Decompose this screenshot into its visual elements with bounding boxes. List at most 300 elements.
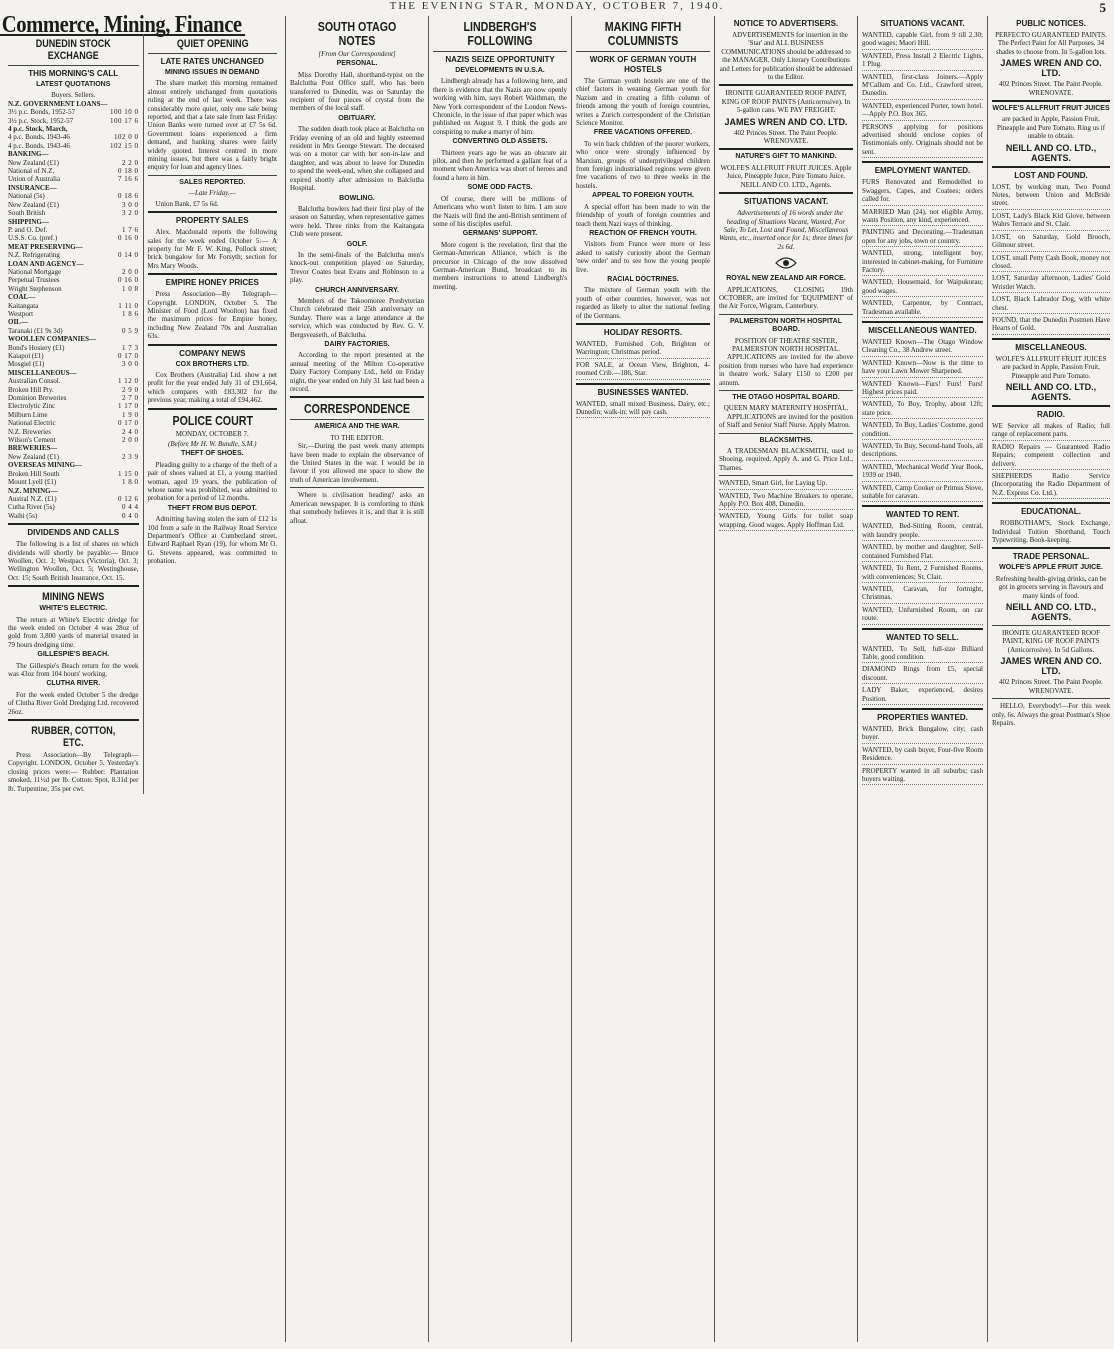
quotation-price: 1 8 6 bbox=[122, 309, 139, 318]
quotation-price: 0 16 0 bbox=[118, 276, 139, 285]
quotation-row bbox=[8, 209, 139, 217]
personal-text: Miss Dorothy Hall, shorthand-typist on the Balclutha Post Office staff, who has been transferred to Dunedin, was on Saturday the recipient of four pieces of crystal from the members of the local staff. bbox=[290, 70, 424, 113]
quotation-name: BANKING— bbox=[8, 150, 49, 159]
company-text: Cox Brothers (Australia) Ltd. show a net profit for the year ended July 31 of £91,664, which compares with £83,302 for the previous year, making a total of £94,462. bbox=[147, 370, 277, 405]
dividends-text: The following is a list of shares on which dividends will shortly be payable:— Bruce Woollen, Oct. 1; Westpacs (Victoria), Oct. 3; Wellington Woollen, Oct. 5; Westinghouse, Oct. 15; South British Insurance, Oct. 15. bbox=[8, 540, 139, 582]
palmerston-subheading: POSITION OF THEATRE SISTER, PALMERSTON NORTH HOSPITAL. bbox=[731, 336, 841, 353]
quotation-row bbox=[8, 487, 139, 495]
quotation-row bbox=[8, 402, 139, 410]
quotation-price: 1 11 0 bbox=[118, 301, 139, 310]
quotation-price: 2 4 0 bbox=[122, 427, 139, 436]
misc-wanted-ad: WANTED Known—Now is the time to have your Lawn Mower Sharpened. bbox=[862, 359, 983, 378]
quotation-row bbox=[8, 461, 139, 469]
quotation-price: 2 9 0 bbox=[122, 385, 139, 394]
quotation-name: Milburn Lime bbox=[8, 410, 48, 419]
situations-vacant-list bbox=[862, 31, 983, 158]
civilisation-text: Where is civilisation heading? asks an American newspaper. It is comforting to think that somebody believes it is, and that it is still afloat. bbox=[290, 491, 424, 525]
lost-found-ad: LOST, Black Labrador Dog, with white chest. bbox=[992, 295, 1110, 314]
quotation-price: 0 17 0 bbox=[118, 419, 139, 428]
misc-wanted-ad: WANTED, To Buy, Ladies' Costume, good condition. bbox=[862, 421, 983, 440]
quotation-price: 3 0 0 bbox=[122, 200, 139, 209]
sales-heading: SALES REPORTED. bbox=[179, 178, 246, 186]
wanted-ad: WANTED, Two Machine Breakers to operate, Apply P.O. Box 408, Dunedin. bbox=[719, 492, 853, 511]
golf-text: In the semi-finals of the Balclutha men's knock-out competition played on Saturday, Trevor Coates beat Evans and Robinson to a play. bbox=[290, 250, 424, 285]
company-news-heading: COMPANY NEWS bbox=[179, 348, 246, 358]
theft-heading: THEFT OF SHOES. bbox=[180, 450, 244, 458]
free-vacations-text: To win back children of the poorer workers, who once were strongly influenced by Marxism, groups of underprivileged children from foreign industrialised regions were given free vacations of two to three weeks in the hostels. bbox=[576, 139, 710, 190]
quotation-name: BREWERIES— bbox=[8, 444, 58, 453]
quotation-row bbox=[8, 268, 139, 276]
correspondence-text: Sir,—During the past week many attempts have been made to explain the observance of the United States in the war. I would be in favour if you allowed me space to show the truth of American involvement. bbox=[290, 442, 424, 484]
quotation-row bbox=[8, 133, 139, 141]
stock-exchange-column bbox=[4, 34, 143, 794]
quotation-name: National Electric bbox=[8, 419, 56, 428]
quotation-name: SHIPPING— bbox=[8, 217, 49, 226]
situation-ad: WANTED, Press Install 2 Electric Lights, 1 Plug. bbox=[862, 52, 983, 71]
quotation-price: 3 0 0 bbox=[122, 360, 139, 369]
quotation-name: New Zealand (£1) bbox=[8, 452, 59, 461]
quotation-row bbox=[8, 293, 139, 301]
rubber-text: Press Association—By Telegraph—Copyright. LONDON, October 5. Yesterday's closing prices were:— Rubber: Plantation smoked, 11½d per lb. Cotton: Spot, 8.31d per lb. Turpentine, 35s per cwt. bbox=[8, 751, 139, 793]
quotation-name: National of N.Z. bbox=[8, 167, 55, 176]
paint-ad-address: 402 Princes Street. The Paint People. WRENOVATE. bbox=[999, 80, 1103, 97]
miscellaneous-wanted-heading: MISCELLANEOUS WANTED. bbox=[868, 325, 977, 335]
quotation-name: Electrolytic Zinc bbox=[8, 402, 56, 411]
depot-heading: THEFT FROM BUS DEPOT. bbox=[167, 504, 257, 512]
trade-personal-subheading: WOLFE'S APPLE FRUIT JUICE. bbox=[999, 564, 1103, 572]
misc-wanted-ad: WANTED Known—The Otago Window Cleaning Co., 38 Andrew street. bbox=[862, 338, 983, 357]
quotation-price: 1 0 8 bbox=[122, 284, 139, 293]
fifth-columnists-subheading: WORK OF GERMAN YOUTH HOSTELS bbox=[589, 55, 697, 74]
quotation-name: Broken Hill South bbox=[8, 469, 60, 478]
wanted-ad: WANTED, Young Girls for toilet soap wrapping. Good wages. Apply Hoffman Ltd. bbox=[719, 512, 853, 531]
quotation-name: N.Z. Refrigerating bbox=[8, 251, 60, 260]
rent-ad: WANTED, Bed-Sitting Room, central, with laundry people. bbox=[862, 522, 983, 541]
notice-text: ADVERTISEMENTS for insertion in the 'Star' and ALL BUSINESS COMMUNICATIONS should be addressed to the MANAGER. Only Literary Contributions and Letters for publication should be addressed to the Editor. bbox=[719, 31, 853, 82]
quotation-name: Union of Australia bbox=[8, 175, 61, 184]
french-youth-text: Visitors from France were more or less asked to satisfy curiosity about the German 'new order' and to see how the young people live. bbox=[576, 240, 710, 274]
quotation-row bbox=[8, 142, 139, 150]
quotation-name: Westport bbox=[8, 309, 34, 318]
lost-found-ad: LOST, Saturday afternoon, Ladies' Gold Wristlet Watch. bbox=[992, 274, 1110, 293]
hello-ad: HELLO, Everybody!—For this week only, 6s. Always the great Postman's Shoe Repairs. bbox=[992, 702, 1110, 727]
classifieds-column bbox=[857, 16, 987, 1342]
quotation-price: 1 7 3 bbox=[122, 343, 139, 352]
juice-agent: NEILL AND CO. LTD., AGENTS. bbox=[1005, 142, 1097, 163]
quotation-price: 2 7 0 bbox=[122, 394, 139, 403]
employment-ad: FURS Renovated and Remodelled to Swaggers, Capes, and Coatees; orders called for. bbox=[862, 178, 983, 205]
quotation-name: 4 p.c. Bonds, 1943-46 bbox=[8, 133, 70, 142]
quotation-row bbox=[8, 310, 139, 318]
latest-quotations-kicker: LATEST QUOTATIONS bbox=[36, 81, 111, 88]
finance-banner: Commerce, Mining, Finance bbox=[0, 14, 245, 36]
roof-paint-name: JAMES WREN AND CO. LTD. bbox=[1000, 656, 1102, 677]
situations-vacant-note: Advertisements of 16 words under the heading of Situations Vacant, Wanted, For Sale, To Let, Lost and Found, Miscellaneous Wants, etc., inserted once for 1s; three times for 2s 6d. bbox=[719, 209, 853, 251]
free-vacations-heading: FREE VACATIONS OFFERED. bbox=[593, 129, 693, 137]
quotation-row bbox=[8, 175, 139, 183]
dairy-text: According to the report presented at the annual meeting of the Milton Co-operative Dairy Factory Company Ltd., held on Friday night, the year ended on July 31 last had been a record. bbox=[290, 351, 424, 394]
quotation-row bbox=[8, 419, 139, 427]
quotation-name: WOOLLEN COMPANIES— bbox=[8, 335, 96, 344]
quotation-row bbox=[8, 394, 139, 402]
quotation-row bbox=[8, 276, 139, 284]
otago-hospital-subheading: QUEEN MARY MATERNITY HOSPITAL. bbox=[723, 404, 849, 413]
misc-wanted-ad: WANTED, 'Mechanical World' Year Book, 1939 or 1940. bbox=[862, 463, 983, 482]
correspondence-heading: CORRESPONDENCE bbox=[303, 401, 411, 417]
old-assets-text: Thirteen years ago he was an obscure air pilot, and then he performed a gallant feat of a moment when America was short of heroes and found a hero in him. bbox=[433, 148, 567, 182]
quotation-price: 1 12 0 bbox=[118, 377, 139, 386]
situations-vacant-heading: SITUATIONS VACANT. bbox=[880, 19, 965, 28]
quotation-row bbox=[8, 243, 139, 251]
south-otago-column bbox=[285, 16, 428, 1342]
quotation-name: Mount Lyell (£1) bbox=[8, 478, 57, 487]
trade-personal-text: Refreshing health-giving drinks, can be got in grocers serving in flavours and many kinds of food. bbox=[995, 574, 1107, 600]
employment-wanted-list bbox=[862, 178, 983, 318]
employment-ad: MARRIED Man (24), not eligible Army, wants Position, any kind, experienced. bbox=[862, 208, 983, 227]
lost-found-list bbox=[992, 183, 1110, 335]
paint-ad-name: JAMES WREN AND CO. LTD. bbox=[1000, 58, 1102, 79]
quotation-name: Broken Hill Pty. bbox=[8, 385, 54, 394]
dividends-heading: DIVIDENDS AND CALLS bbox=[27, 528, 120, 538]
company-subheading: COX BROTHERS LTD. bbox=[175, 360, 249, 368]
quotation-price: 0 18 0 bbox=[118, 167, 139, 176]
golf-heading: GOLF. bbox=[346, 240, 368, 248]
quotation-row bbox=[8, 192, 139, 200]
quotation-row bbox=[8, 470, 139, 478]
bowling-heading: BOWLING. bbox=[339, 194, 375, 202]
wanted-to-rent-heading: WANTED TO RENT. bbox=[885, 510, 960, 520]
situation-ad: WANTED, experienced Porter, town hotel.—Apply P.O. Box 365. bbox=[862, 102, 983, 121]
situation-ad: WANTED, first-class Joiners.—Apply M'Callum and Co. Ltd., Crawford street, Dunedin. bbox=[862, 73, 983, 100]
lost-found-ad: LOST, by working man, Two Pound Notes, between Union and McBride street. bbox=[992, 183, 1110, 210]
quotation-name: National Mortgage bbox=[8, 267, 62, 276]
honey-heading: EMPIRE HONEY PRICES bbox=[165, 278, 259, 288]
buyers-sellers-label: Buyers. Sellers. bbox=[51, 91, 96, 100]
quotation-row bbox=[8, 159, 139, 167]
rent-ad: WANTED, by mother and daughter, Self-contained Furnished Flat. bbox=[862, 543, 983, 562]
quotation-name: N.Z. Breweries bbox=[8, 427, 51, 436]
quotation-row bbox=[8, 335, 139, 343]
juice-text: are packed in Apple, Passion Fruit, Pineapple and Pure Tomato. Ring us if unable to obtain. bbox=[996, 115, 1106, 141]
depot-text: Admitting having stolen the sum of £12 1s 10d from a safe in the Railway Road Service Department's Office at Cumberland street, Edward Raphael Ryan (19), for whom Mr O. G. Stevens appeared, was committed to probation. bbox=[147, 515, 277, 566]
quotation-price: 2 0 0 bbox=[122, 436, 139, 445]
miscellaneous-text: WOLFE'S ALLFRUIT FRUIT JUICES are packed in Apple, Passion Fruit, Pineapple and Pure Tomato. bbox=[995, 354, 1107, 380]
germans-support-text: More cogent is the revelation, first that the German-American Alliance, which is the precursor in Chicago of the now dissolved German-American Bund, broadcast to its members instructions to attend Lindbergh's meeting. bbox=[433, 240, 567, 291]
quiet-opening-heading: QUIET OPENING bbox=[176, 38, 249, 50]
trade-personal-agent: NEILL AND CO. LTD., AGENTS. bbox=[1005, 602, 1097, 623]
quotation-row bbox=[8, 344, 139, 352]
church-text: Members of the Takoomoree Presbyterian Church celebrated their 25th anniversary on Sunday. There was a large attendance at the service, which was conducted by Rev. G. V. Bergsveaseth, of Balclutha. bbox=[290, 296, 424, 339]
notice-heading: NOTICE TO ADVERTISERS. bbox=[733, 19, 839, 28]
obituary-text: The sudden death took place at Balclutha on Friday evening of an old and highly esteemed resident in Mrs George Stewart. The deceased was on a motor car with her son-in-law and daughter, and was about to leave for Dunedin to spend the week-end, when she collapsed and expired shortly after admission to Balclutha Hospital. bbox=[290, 125, 424, 193]
mining-subheading: WHITE'S ELECTRIC. bbox=[39, 605, 108, 613]
quotation-price: 3 2 0 bbox=[122, 209, 139, 218]
employment-ad: PAINTING and Decorating.—Tradesman open for any jobs, town or country. bbox=[862, 228, 983, 247]
quotation-row bbox=[8, 100, 139, 108]
lost-found-ad: LOST, Lady's Black Kid Glove, between Wahrs Terrace and St. Clair. bbox=[992, 212, 1110, 231]
quotation-name: Kaiapoi (£1) bbox=[8, 352, 44, 360]
quotation-row bbox=[8, 512, 139, 520]
quotation-row bbox=[8, 150, 139, 158]
misc-wanted-ad: WANTED, Camp Cooker or Primus Stove, suitable for caravan. bbox=[862, 484, 983, 503]
south-otago-heading: SOUTH OTAGO NOTES bbox=[317, 19, 397, 48]
quotation-name: Perpetual Trustees bbox=[8, 276, 60, 285]
quotations-list bbox=[8, 100, 139, 520]
personal-heading: PERSONAL. bbox=[336, 60, 378, 68]
page-number: 5 bbox=[1099, 0, 1106, 15]
quotation-name: Mosgiel (£1) bbox=[8, 360, 45, 369]
quotation-row bbox=[8, 327, 139, 335]
lost-found-ad: LOST, on Saturday, Gold Brooch, Gilmour street. bbox=[992, 233, 1110, 252]
lindbergh-subheading: NAZIS SEIZE OPPORTUNITY bbox=[445, 55, 555, 64]
quotation-name: Wright Stephenson bbox=[8, 284, 62, 293]
business-ad: WANTED, small mixed Business, Dairy, etc.; Dunedin; walk-in; will pay cash. bbox=[576, 400, 710, 419]
quotation-row bbox=[8, 352, 139, 360]
quotation-name: MISCELLANEOUS— bbox=[8, 368, 77, 377]
roof-paint-name: JAMES WREN AND CO. LTD. bbox=[724, 116, 848, 127]
wanted-to-sell-list bbox=[862, 645, 983, 705]
quiet-text: The share market this morning remained almost entirely unchanged from quotations ruling at the end of last week. There was considerably more quiet, only one sale being reported, and that a late sale from last Friday. Union Banks were turned over at £7 5s 6d. Government loans experienced a firm demand, and banking shares were fairly widely quoted. Interest centred in more mining issues, but there was a fairly bright enquiry for loan and agency lines. bbox=[147, 79, 277, 172]
quotation-price: 102 15 0 bbox=[110, 141, 139, 150]
rubber-heading: RUBBER, COTTON, ETC. bbox=[31, 725, 116, 750]
lindbergh-kicker: DEVELOPMENTS IN U.S.A. bbox=[455, 67, 545, 74]
quotation-row bbox=[8, 453, 139, 461]
dairy-heading: DAIRY FACTORIES. bbox=[324, 341, 390, 348]
quotation-row bbox=[8, 377, 139, 385]
quotation-name: P. and O. Def. bbox=[8, 225, 48, 234]
quotation-name: INSURANCE— bbox=[8, 183, 57, 192]
lindbergh-column bbox=[428, 16, 571, 1342]
quotation-row bbox=[8, 428, 139, 436]
quotation-row bbox=[8, 386, 139, 394]
roof-paint-ad: IRONITE GUARANTEED ROOF PAINT, KING OF ROOF PAINTS (Anticorrosive). In 5-gallon cans. WE PAY FREIGHT. bbox=[721, 89, 851, 115]
quotation-name: New Zealand (£1) bbox=[8, 158, 59, 167]
quotation-name: Kaitangata bbox=[8, 301, 39, 310]
mining-news-heading: MINING NEWS bbox=[42, 591, 105, 604]
finance-section bbox=[0, 34, 285, 1342]
holiday-ad: WANTED, Furnished Cob, Brighton or Warrington; Christmas period. bbox=[576, 340, 710, 359]
juice-heading: WOLFE'S ALLFRUIT FRUIT JUICES bbox=[992, 105, 1110, 113]
situation-ad: PERSONS applying for positions advertised should enclose copies of Testimonials only. Originals should not be sent. bbox=[862, 123, 983, 159]
honey-text: Press Association—By Telegraph—Copyright. LONDON, October 5. The Minister of Food (Lord Woolton) has fixed the maximum prices for Empire honey, including New Zealand 70s and Australian 63s. bbox=[147, 290, 277, 341]
obituary-heading: OBITUARY. bbox=[338, 114, 376, 122]
wanted-to-rent-list bbox=[862, 522, 983, 624]
quotation-price: 0 17 0 bbox=[118, 352, 139, 360]
stock-call-subheading: THIS MORNING'S CALL bbox=[28, 69, 119, 78]
lindbergh-heading: LINDBERGH'S FOLLOWING bbox=[463, 19, 537, 48]
roof-paint-address: 402 Princes Street. The Paint People. WRENOVATE. bbox=[734, 128, 838, 146]
fifth-columnists-column bbox=[571, 16, 714, 1342]
quotation-row bbox=[8, 369, 139, 377]
holiday-resorts-heading: HOLIDAY RESORTS. bbox=[603, 327, 683, 337]
quotation-price: 0 12 6 bbox=[118, 494, 139, 503]
quotation-name: OIL— bbox=[8, 318, 28, 327]
racial-doctrines-text: The mixture of German youth with the youth of other countries, however, was not regarded as likely to alter the national feeling of the Germans. bbox=[576, 286, 710, 320]
properties-wanted-list bbox=[862, 725, 983, 785]
quotation-price: 2 2 0 bbox=[122, 158, 139, 167]
police-date: MONDAY, OCTOBER 7. bbox=[175, 429, 249, 438]
quotation-price: 7 16 6 bbox=[118, 175, 139, 184]
radio-ad: WE Service all makes of Radio; full range of replacement parts. bbox=[992, 422, 1110, 441]
quotation-row bbox=[8, 444, 139, 452]
quotation-name: N.Z. GOVERNMENT LOANS— bbox=[8, 99, 108, 108]
wanted-ad: WANTED, Smart Girl, for Laying Up. bbox=[719, 479, 853, 489]
stock-exchange-heading: DUNEDIN STOCK EXCHANGE bbox=[35, 38, 111, 62]
trade-personal-heading: TRADE PERSONAL. bbox=[1012, 552, 1090, 562]
radio-ad: SHEPHERDS Radio Service (Incorporating the Radio Department of N.Z. Express Co. Ltd.). bbox=[992, 472, 1110, 499]
quotation-name: 3½ p.c. Stock, 1952-57 bbox=[8, 116, 74, 125]
blacksmiths-text: A TRADESMAN BLACKSMITH, used to Shoeing, required. Apply A. and G. Price Ltd., Thames. bbox=[719, 447, 853, 472]
educational-heading: EDUCATIONAL. bbox=[1021, 507, 1081, 517]
quotation-name: 3½ p.c. Bonds, 1952-57 bbox=[8, 108, 76, 117]
rent-ad: WANTED, Unfurnished Room, on car route. bbox=[862, 606, 983, 625]
sell-ad: WANTED, To Sell, full-size Billiard Table, good condition. bbox=[862, 645, 983, 664]
quotation-price: 0 5 9 bbox=[122, 326, 139, 335]
south-otago-from: [From Our Correspondent] bbox=[318, 50, 396, 58]
otago-hospital-heading: THE OTAGO HOSPITAL BOARD. bbox=[732, 394, 840, 401]
lost-found-ad: FOUND, that the Dunedin Postmen Have Hearts of Gold. bbox=[992, 316, 1110, 335]
employment-ad: WANTED, strong, intelligent boy, interested in cabinet-making, for Furniture Factory. bbox=[862, 249, 983, 276]
foreign-youth-text: A special effort has been made to win the friendship of youth of foreign countries and teach them Nazi ways of thinking. bbox=[576, 202, 710, 228]
bowling-text: Balclutha bowlers had their first play of the season on Saturday, when representative games were held. Three rinks from the Kaitangata Club were present. bbox=[290, 204, 424, 239]
radio-ad: RADIO Repairs — Guaranteed Radio Repairs; competent collection and delivery. bbox=[992, 443, 1110, 470]
quotation-name: COAL— bbox=[8, 293, 36, 302]
air-force-crest-icon bbox=[774, 253, 798, 273]
quotation-price: 100 17 6 bbox=[110, 116, 139, 125]
quotation-price: 100 10 0 bbox=[110, 108, 139, 117]
paint-ad-text: PERFECTO GUARANTEED PAINTS. The Perfect Paint for All Purposes. 34 shades to choose from. In 5-gallon lots. bbox=[995, 31, 1107, 56]
fifth-columnists-heading: MAKING FIFTH COLUMNISTS bbox=[604, 19, 682, 48]
rent-ad: WANTED, To Rent, 2 Furnished Rooms, with conveniences; St. Clair. bbox=[862, 564, 983, 583]
quotation-name: Cutha River (5s) bbox=[8, 503, 55, 512]
quotation-name: MEAT PRESERVING— bbox=[8, 242, 83, 251]
radio-list bbox=[992, 422, 1110, 499]
quotation-price: 1 15 0 bbox=[118, 469, 139, 478]
quotation-name: South British bbox=[8, 209, 46, 218]
quiet-opening-column bbox=[143, 34, 282, 794]
quotation-name: Australian Consol. bbox=[8, 377, 61, 386]
quotation-row bbox=[8, 260, 139, 268]
quotation-row bbox=[8, 117, 139, 125]
holiday-ad: FOR SALE, at Ocean View, Brighton, 4-roomed Crib.—186, Star. bbox=[576, 361, 710, 380]
quotation-row bbox=[8, 184, 139, 192]
lost-found-heading: LOST AND FOUND. bbox=[1014, 170, 1088, 180]
miscellaneous-wanted-list bbox=[862, 338, 983, 503]
police-court-heading: POLICE COURT bbox=[171, 412, 253, 428]
property-ad: WANTED, by cash buyer, Four-five Room Residence. bbox=[862, 746, 983, 765]
quotation-name: OVERSEAS MINING— bbox=[8, 461, 83, 470]
quotation-row bbox=[8, 201, 139, 209]
roof-paint-address: 402 Princes Street. The Paint People. WRENOVATE. bbox=[999, 678, 1103, 695]
clutha-subheading: CLUTHA RIVER. bbox=[46, 680, 101, 688]
misc-wanted-ad: WANTED, To Buy, Second-hand Tools, all descriptions. bbox=[862, 442, 983, 461]
quotation-price: 0 4 0 bbox=[122, 511, 139, 520]
clutha-text: For the week ended October 5 the dredge of Clutha River Gold Dredging Ltd. recovered 26oz. bbox=[8, 690, 139, 716]
sell-ad: DIAMOND Rings from £5, special discount. bbox=[862, 665, 983, 684]
quotation-row bbox=[8, 302, 139, 310]
lost-found-ad: LOST, small Petty Cash Book, money not closed. bbox=[992, 254, 1110, 273]
employment-ad: WANTED, Carpenter, by Contract, Tradesman available. bbox=[862, 299, 983, 318]
police-before: (Before Mr H. W. Bundle, S.M.) bbox=[167, 440, 257, 448]
notices-column bbox=[714, 16, 857, 1342]
quotation-name: New Zealand (£1) bbox=[8, 200, 59, 209]
racial-doctrines-heading: RACIAL DOCTRINES. bbox=[607, 275, 679, 283]
quotation-row bbox=[8, 503, 139, 511]
miscellaneous-heading: MISCELLANEOUS. bbox=[1015, 342, 1087, 352]
palmerston-text: APPLICATIONS are invited for the above position from nurses who have had experience in theatre work. Salary £150 to £200 per annum. bbox=[719, 353, 853, 387]
quotation-name: National (5s) bbox=[8, 192, 45, 201]
rent-ad: WANTED, Caravan, for fortnight, Christmas. bbox=[862, 585, 983, 604]
wanted-to-sell-heading: WANTED TO SELL. bbox=[886, 632, 959, 642]
misc-wanted-ad: WANTED Known—Furs! Furs! Furs! Highest prices paid. bbox=[862, 380, 983, 399]
property-sales-heading: PROPERTY SALES bbox=[175, 216, 249, 226]
employment-ad: WANTED, Housemaid, for Waipukurau; good wages. bbox=[862, 278, 983, 297]
foreign-youth-heading: APPEAL TO FOREIGN YOUTH. bbox=[592, 192, 694, 200]
property-sales-text: Alex. Macdonald reports the following sales for the week ended October 5:— A property for Mr F. W. King, Pollock street; brick bungalow for Mr Forsyth; section for Mrs Mary Woods. bbox=[147, 228, 277, 270]
gillespie-subheading: GILLESPIE'S BEACH. bbox=[37, 651, 110, 659]
quiet-subheading: LATE RATES UNCHANGED bbox=[160, 57, 264, 66]
germans-support-heading: GERMANS' SUPPORT. bbox=[462, 230, 538, 238]
quotation-row bbox=[8, 251, 139, 259]
quotation-row bbox=[8, 234, 139, 242]
quiet-kicker: MINING ISSUES IN DEMAND bbox=[164, 69, 260, 76]
quotation-row bbox=[8, 108, 139, 116]
radio-heading: RADIO. bbox=[1037, 409, 1065, 419]
quotation-name: Dominion Breweries bbox=[8, 394, 67, 403]
public-notices-heading: PUBLIC NOTICES. bbox=[1016, 19, 1086, 28]
blacksmiths-heading: BLACKSMITHS. bbox=[759, 436, 813, 444]
quotation-price: 102 0 0 bbox=[114, 133, 139, 142]
quotation-name: Wilson's Cement bbox=[8, 436, 56, 445]
quotation-price: 0 18 6 bbox=[118, 192, 139, 201]
quotation-row bbox=[8, 285, 139, 293]
quotation-row bbox=[8, 360, 139, 368]
roof-paint-ad: IRONITE GUARANTEED ROOF PAINT, KING OF ROOF PAINTS (Anticorrosive). In 5d Gallons. bbox=[1002, 629, 1100, 654]
property-ad: PROPERTY wanted in all suburbs; cash buyers waiting. bbox=[862, 767, 983, 786]
quotation-row bbox=[8, 125, 139, 133]
quotation-name: Taranaki (£1 9s 3d) bbox=[8, 326, 63, 335]
correspondence-to: TO THE EDITOR. bbox=[330, 433, 384, 442]
public-notices-column bbox=[987, 16, 1114, 1342]
quotation-name: LOAN AND AGENCY— bbox=[8, 259, 84, 268]
masthead-text: THE EVENING STAR, MONDAY, OCTOBER 7, 1940. bbox=[389, 0, 725, 12]
situation-ad: WANTED, capable Girl, from 9 till 2.30; good wages; Maori Hill. bbox=[862, 31, 983, 50]
quotation-name: 4 p.c. Stock, March, bbox=[8, 125, 68, 134]
quotation-price: 1 7 6 bbox=[122, 225, 139, 234]
quotation-name: 4 p.c. Bonds, 1943-46 bbox=[8, 141, 70, 150]
nature-gift-agent: NEILL AND CO. LTD., Agents. bbox=[740, 180, 832, 189]
fifth-columnists-text: The German youth hostels are one of the chief factors in weaning German youth for Nazism and in creating a fifth column of friends among the youth of foreign countries, writes a Zurich correspondent of the Christian Science Monitor. bbox=[576, 77, 710, 128]
employment-wanted-heading: EMPLOYMENT WANTED. bbox=[874, 166, 971, 176]
nature-gift-heading: NATURE'S GIFT TO MANKIND. bbox=[735, 153, 837, 161]
quotation-row bbox=[8, 218, 139, 226]
theft-text: Pleading guilty to a charge of the theft of a pair of shoes valued at £1, a young married woman, aged 19 years, the publication of whose name was prohibited, was admitted to probation for a period of 12 months. bbox=[147, 460, 277, 503]
quotation-row bbox=[8, 318, 139, 326]
gillespie-text: The Gillespie's Beach return for the week was 43oz from 104 hours' working. bbox=[8, 661, 139, 678]
raf-text: APPLICATIONS, CLOSING 19th OCTOBER, are invited for 'EQUIPMENT' of the Air Force, Wigram, Canterbury. bbox=[719, 285, 853, 311]
otago-hospital-text: APPLICATIONS are invited for the position of Staff and Senior Staff Nurse. Apply Matron. bbox=[719, 412, 853, 430]
sales-subheading: —Late Friday.— bbox=[188, 189, 236, 198]
lindbergh-text: Lindbergh already has a following here, and there is evidence that the Nazis are now openly working with him, says Robert Waithman, the New York correspondent of the London News-Chronicle, in the issue of that paper which was published on August 9. I think the gods are conspiring to make a martyr of him. bbox=[433, 77, 567, 136]
miscellaneous-agent: NEILL AND CO. LTD., AGENTS. bbox=[1005, 381, 1097, 402]
quotation-price: 0 4 4 bbox=[122, 503, 139, 512]
church-heading: CHURCH ANNIVERSARY. bbox=[315, 286, 399, 294]
nature-gift-text: WOLFE'S ALLFRUIT FRUIT JUICES. Apple Juice, Pineapple Juice, Pure Tomato Juice. bbox=[720, 163, 852, 181]
old-assets-heading: CONVERTING OLD ASSETS. bbox=[452, 138, 548, 146]
odd-facts-heading: SOME ODD FACTS. bbox=[467, 184, 533, 192]
sell-ad: LADY Baker, experienced, desires Position. bbox=[862, 686, 983, 705]
odd-facts-text: Of course, there will be millions of Americans who won't listen to him. I am sure the Nazis will find the anti-British sentiment of some of his disciples useful. bbox=[433, 194, 567, 228]
